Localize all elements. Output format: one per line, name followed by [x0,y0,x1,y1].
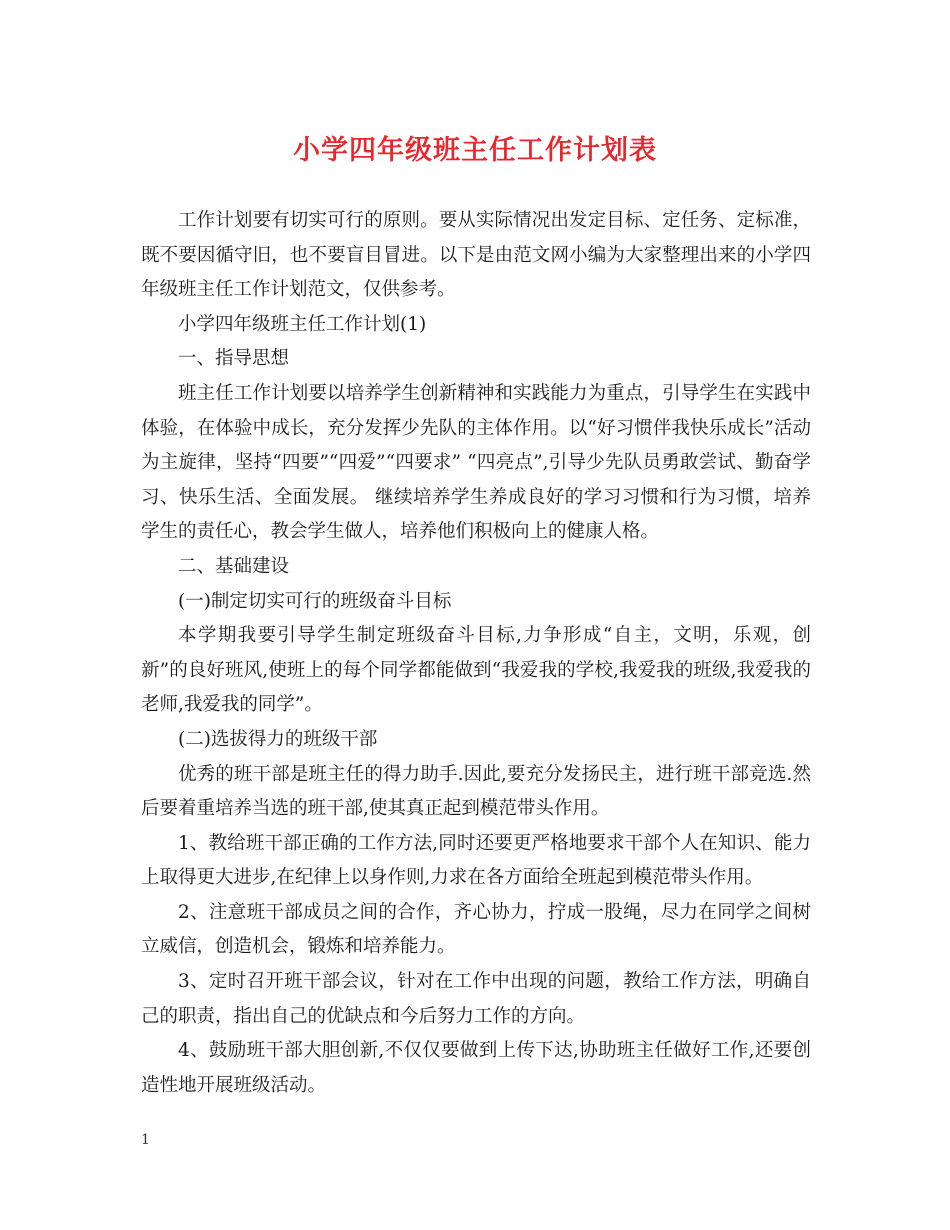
page-number: 1 [141,1132,150,1148]
paragraph-class-cadres: 优秀的班干部是班主任的得力助手.因此,要充分发扬民主，进行班干部竞选.然后要着重培养当选的班干部,使其真正起到模范带头作用。 [141,763,811,820]
paragraph-intro: 工作计划要有切实可行的原则。要从实际情况出发定目标、定任务、定标准，既不要因循守旧，也不要盲目冒进。以下是由范文网小编为大家整理出来的小学四年级班主任工作计划范文，仅供参考。 [141,210,811,301]
paragraph-class-goals: 本学期我要引导学生制定班级奋斗目标,力争形成“自主，文明，乐观，创新”的良好班风,使班上的每个同学都能做到“我爱我的学校,我爱我的班级,我爱我的老师,我爱我的同学”。 [141,625,811,716]
subsection-heading-class-goals: (一)制定切实可行的班级奋斗目标 [178,590,452,612]
section-heading-guiding-ideology: 一、指导思想 [178,348,290,370]
subsection-heading-class-cadres: (二)选拔得力的班级干部 [178,728,378,750]
list-item-4: 4、鼓励班干部大胆创新,不仅仅要做到上传下达,协助班主任做好工作,还要创造性地开展班级活动。 [141,1040,811,1096]
list-item-3: 3、定时召开班干部会议，针对在工作中出现的问题，教给工作方法，明确自己的职责，指出自己的优缺点和今后努力工作的方向。 [141,971,811,1027]
paragraph-plan-heading: 小学四年级班主任工作计划(1) [178,313,427,335]
paragraph-guiding-ideology: 班主任工作计划要以培养学生创新精神和实践能力为重点，引导学生在实践中体验，在体验中成长，充分发挥少先队的主体作用。以“好习惯伴我快乐成长”活动为主旋律，坚持“四要”“四爱”“四要求” “四亮点”,引导少先队员勇敢尝试、勤奋学习、快乐生活、全面发展。 继续培养学生养成良好的学习习惯和行为习惯，培养学生的责任心，教会学生做人，培养他们积极向上的健康人格。 [141,382,811,543]
list-item-1: 1、教给班干部正确的工作方法,同时还要更严格地要求干部个人在知识、能力上取得更大进步,在纪律上以身作则,力求在各方面给全班起到模范带头作用。 [141,832,811,889]
list-item-2: 2、注意班干部成员之间的合作，齐心协力，拧成一股绳，尽力在同学之间树立威信，创造机会，锻炼和培养能力。 [141,901,811,958]
document-title: 小学四年级班主任工作计划表 [293,135,657,166]
section-heading-basic-construction: 二、基础建设 [178,555,290,577]
document-body [141,204,811,1103]
